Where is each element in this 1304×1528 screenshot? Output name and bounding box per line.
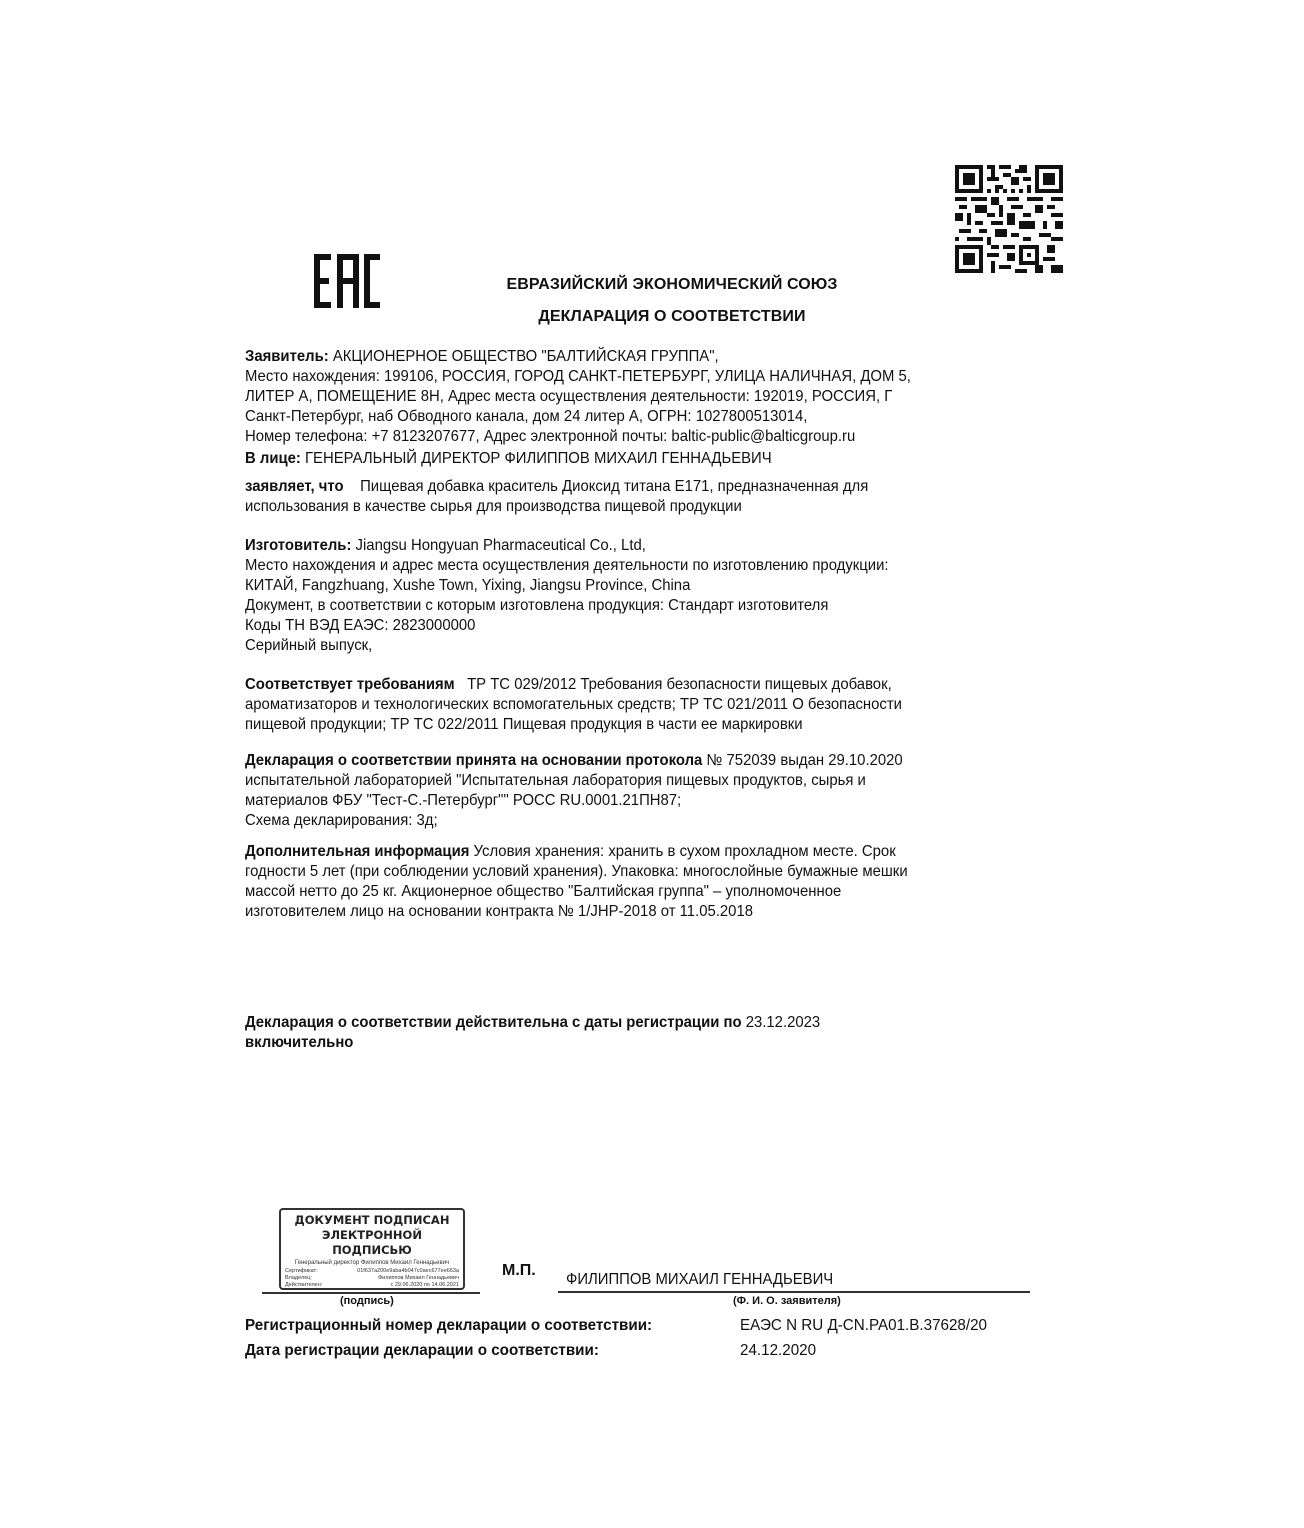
represented-value: ГЕНЕРАЛЬНЫЙ ДИРЕКТОР ФИЛИППОВ МИХАИЛ ГЕННАДЬЕВИЧ (300, 450, 772, 467)
validity-date: 23.12.2023 (741, 1014, 821, 1031)
owner-value: Филиппов Михаил Геннадьевич (377, 1275, 459, 1281)
basis-label: Декларация о соответствии принята на основании протокола (245, 752, 703, 769)
conforms-section (245, 675, 989, 735)
valid-value: с 29.06.2020 по 14.06.2021 (390, 1282, 459, 1288)
conforms-line: ароматизаторов и технологических вспомогательных средств; ТР ТС 021/2011 О безопасности (245, 696, 902, 713)
additional-line: изготовителем лицо на основании контракта № 1/JHP-2018 от 11.05.2018 (245, 903, 754, 920)
electronic-signature-stamp (279, 1208, 465, 1290)
declares-section (245, 477, 989, 517)
manufacturer-address: КИТАЙ, Fangzhuang, Xushe Town, Yixing, Jiangsu Province, China (245, 577, 691, 594)
stamp-valid-row (285, 1282, 459, 1289)
stamp-title-line1: ДОКУМЕНТ ПОДПИСАН (294, 1213, 450, 1227)
valid-label: Действителен: (285, 1282, 323, 1288)
manufacturer-name: Jiangsu Hongyuan Pharmaceutical Co., Ltd, (351, 537, 646, 554)
conforms-label: Соответствует требованиям (245, 676, 455, 693)
stamp-owner-row (285, 1275, 459, 1282)
represented-label: В лице: (245, 450, 301, 467)
applicant-name: АКЦИОНЕРНОЕ ОБЩЕСТВО "БАЛТИЙСКАЯ ГРУППА", (328, 348, 719, 365)
applicant-address-line: ЛИТЕР А, ПОМЕЩЕНИЕ 8Н, Адрес места осуществления деятельности: 192019, РОССИЯ, Г (245, 388, 893, 405)
declaration-scheme: Схема декларирования: 3д; (245, 812, 438, 829)
applicant-label: Заявитель: (245, 348, 329, 365)
owner-label: Владелец: (285, 1275, 312, 1281)
additional-section (245, 842, 989, 922)
stamp-title-line2: ЭЛЕКТРОННОЙ ПОДПИСЬЮ (322, 1228, 422, 1257)
manufacturer-label: Изготовитель: (245, 537, 352, 554)
name-caption: (Ф. И. О. заявителя) (733, 1295, 841, 1307)
manufacturer-line: Место нахождения и адрес места осуществления деятельности по изготовлению продукции: (245, 557, 889, 574)
applicant-section (245, 347, 989, 469)
additional-line: годности 5 лет (при соблюдении условий хранения). Упаковка: многослойные бумажные мешки (245, 863, 908, 880)
validity-section (245, 1013, 989, 1053)
conforms-line: пищевой продукции; ТР ТС 022/2011 Пищевая продукция в части ее маркировки (245, 716, 803, 733)
signature-line (262, 1292, 480, 1294)
qr-code (955, 165, 1063, 273)
cert-value: 01f637a200e9aba4b047c0aec677ee663a (357, 1268, 459, 1274)
hs-code: Коды ТН ВЭД ЕАЭС: 2823000000 (245, 617, 476, 634)
basis-line: испытательной лабораторией "Испытательная лаборатория пищевых продуктов, сырья и (245, 772, 866, 789)
validity-suffix: включительно (245, 1034, 354, 1051)
registration-date-value: 24.12.2020 (740, 1342, 817, 1359)
release-type: Серийный выпуск, (245, 637, 373, 654)
declares-label: заявляет, что (245, 478, 344, 495)
cert-label: Сертификат: (285, 1268, 318, 1274)
registration-number-value: ЕАЭС N RU Д-CN.PA01.B.37628/20 (740, 1317, 988, 1334)
applicant-address-line: Место нахождения: 199106, РОССИЯ, ГОРОД САНКТ-ПЕТЕРБУРГ, УЛИЦА НАЛИЧНАЯ, ДОМ 5, (245, 368, 911, 385)
stamp-signer: Генеральный директор Филиппов Михаил Геннадьевич (294, 1260, 450, 1266)
basis-line: материалов ФБУ "Тест-С.-Петербург"" РОСС RU.0001.21ПН87; (245, 792, 682, 809)
union-title: ЕВРАЗИЙСКИЙ ЭКОНОМИЧЕСКИЙ СОЮЗ (506, 276, 838, 293)
document-title: ДЕКЛАРАЦИЯ О СООТВЕТСТВИИ (538, 308, 806, 325)
manufacturer-section (245, 536, 989, 656)
registration-date-label: Дата регистрации декларации о соответствии: (245, 1342, 599, 1359)
validity-label: Декларация о соответствии действительна с даты регистрации по (245, 1014, 742, 1031)
name-line (558, 1291, 1030, 1293)
signatory-name: ФИЛИППОВ МИХАИЛ ГЕННАДЬЕВИЧ (566, 1271, 834, 1288)
signature-caption: (подпись) (340, 1295, 394, 1307)
product-description-cont: использования в качестве сырья для производства пищевой продукции (245, 498, 742, 515)
additional-line: массой нетто до 25 кг. Акционерное общество "Балтийская группа" – уполномоченное (245, 883, 842, 900)
registration-number-label: Регистрационный номер декларации о соответствии: (245, 1317, 653, 1334)
basis-section (245, 751, 989, 831)
seal-place-label: М.П. (502, 1262, 536, 1279)
applicant-address-line: Санкт-Петербург, наб Обводного канала, дом 24 литер А, ОГРН: 1027800513014, (245, 408, 808, 425)
manufacturer-standard: Документ, в соответствии с которым изготовлена продукция: Стандарт изготовителя (245, 597, 829, 614)
additional-value: Условия хранения: хранить в сухом прохладном месте. Срок (469, 843, 896, 860)
product-description: Пищевая добавка краситель Диоксид титана Е171, предназначенная для (343, 478, 869, 495)
applicant-contacts: Номер телефона: +7 8123207677, Адрес электронной почты: baltic-public@balticgroup.ru (245, 428, 856, 445)
stamp-certificate-row (285, 1268, 459, 1275)
conforms-value: ТР ТС 029/2012 Требования безопасности пищевых добавок, (454, 676, 892, 693)
additional-label: Дополнительная информация (245, 843, 470, 860)
protocol-number: № 752039 выдан 29.10.2020 (702, 752, 903, 769)
